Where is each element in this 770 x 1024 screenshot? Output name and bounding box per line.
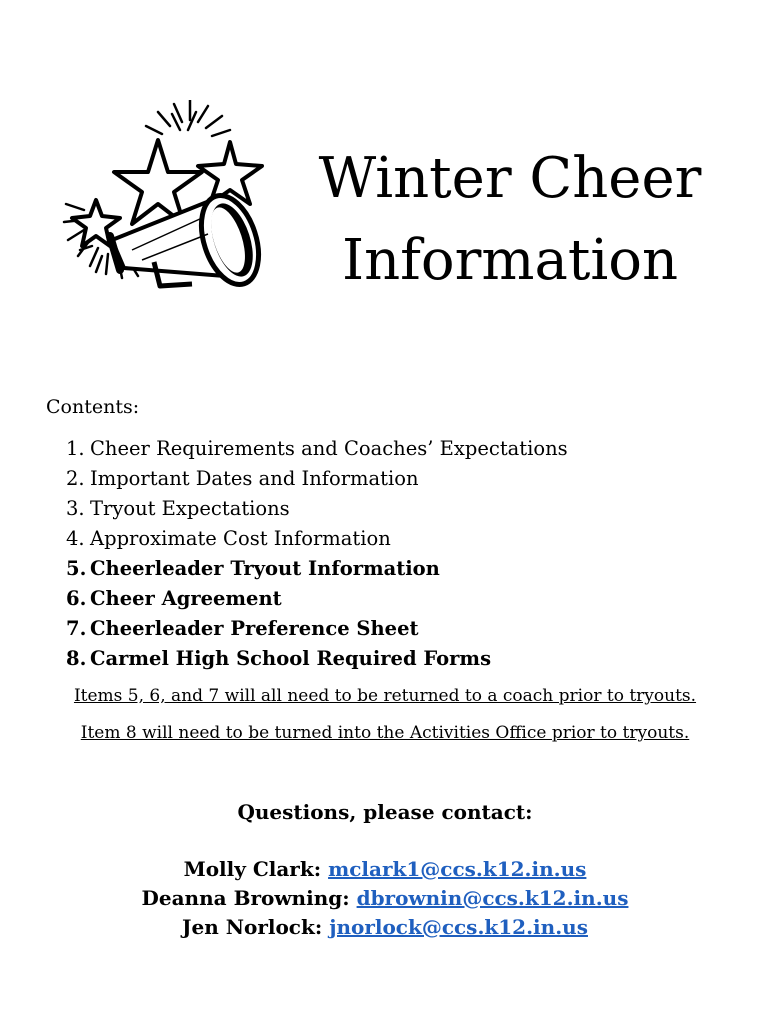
contents-item-text: Cheerleader Tryout Information (90, 557, 440, 580)
contents-item-7 (66, 614, 568, 644)
contents-item-number: 6. (66, 587, 87, 610)
return-note-item-8: Item 8 will need to be turned into the Activities Office prior to tryouts. (80, 723, 690, 743)
contact-email-link[interactable]: mclark1@ccs.k12.in.us (328, 857, 587, 881)
page-title (300, 138, 720, 302)
cheer-logo (62, 100, 277, 315)
contents-item-number: 5. (66, 557, 87, 580)
contact-email-link[interactable]: dbrownin@ccs.k12.in.us (356, 886, 629, 910)
contact-name: Deanna Browning: (141, 886, 350, 910)
contact-name: Molly Clark: (183, 857, 322, 881)
contents-item-number: 2. (66, 467, 85, 490)
contents-item-text: Cheerleader Preference Sheet (90, 617, 419, 640)
contents-item-text: Cheer Requirements and Coaches’ Expectations (90, 437, 568, 460)
contents-item-6 (66, 584, 568, 614)
contents-item-1 (66, 434, 568, 464)
contents-item-text: Approximate Cost Information (90, 527, 391, 550)
contents-label: Contents: (46, 396, 140, 418)
contents-item-2 (66, 464, 568, 494)
contents-item-text: Carmel High School Required Forms (90, 647, 492, 670)
contact-row (0, 855, 770, 884)
contact-list (0, 855, 770, 942)
contact-row (0, 884, 770, 913)
contents-item-text: Tryout Expectations (90, 497, 290, 520)
title-line-2: Information (341, 228, 679, 293)
title-line-1: Winter Cheer (318, 146, 702, 211)
contact-row (0, 913, 770, 942)
contents-item-8 (66, 644, 568, 674)
contents-list (66, 434, 568, 674)
contents-item-number: 4. (66, 527, 85, 550)
contents-item-5 (66, 554, 568, 584)
contents-item-number: 8. (66, 647, 87, 670)
contact-name: Jen Norlock: (182, 915, 323, 939)
contents-item-number: 1. (66, 437, 85, 460)
contents-item-4 (66, 524, 568, 554)
contents-item-number: 3. (66, 497, 85, 520)
megaphone-stars-pompom-icon (62, 100, 277, 315)
contents-item-number: 7. (66, 617, 87, 640)
contents-item-text: Important Dates and Information (90, 467, 419, 490)
contents-item-3 (66, 494, 568, 524)
contact-email-link[interactable]: jnorlock@ccs.k12.in.us (329, 915, 588, 939)
contact-heading: Questions, please contact: (237, 800, 533, 824)
return-note-items-5-7: Items 5, 6, and 7 will all need to be returned to a coach prior to tryouts. (73, 686, 697, 706)
contents-item-text: Cheer Agreement (90, 587, 282, 610)
